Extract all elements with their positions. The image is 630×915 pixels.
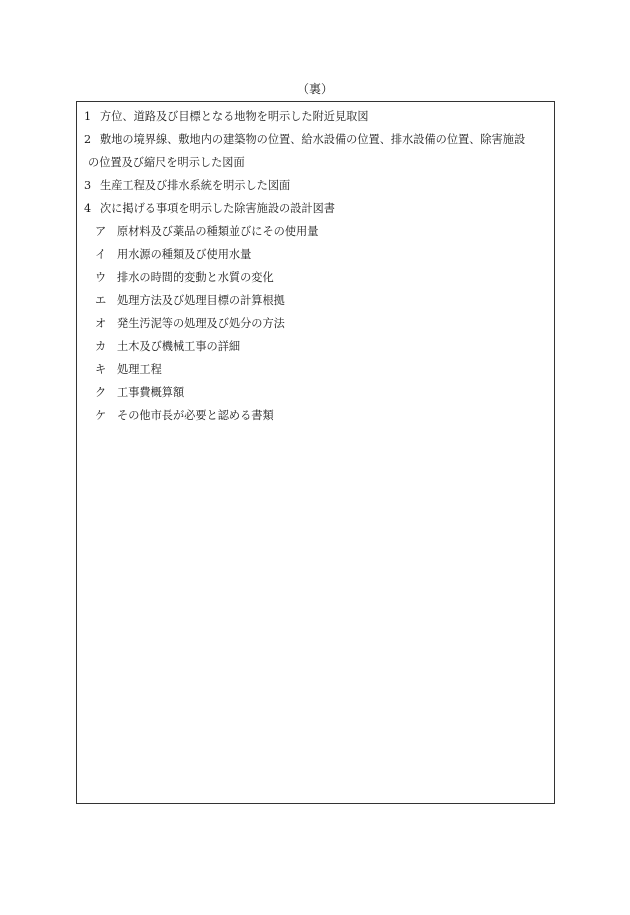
sub-item-marker: エ [95, 294, 107, 307]
item-text: 次に掲げる事項を明示した除害施設の設計図書 [100, 202, 335, 215]
sub-item-text: 処理方法及び処理目標の計算根拠 [117, 294, 285, 307]
sub-item [77, 404, 554, 427]
sub-item-marker: ケ [95, 409, 107, 422]
item-number: 3 [84, 179, 92, 192]
sub-item [77, 381, 554, 404]
item-text: 生産工程及び排水系統を明示した図面 [100, 179, 291, 192]
sub-item-text: その他市長が必要と認める書類 [117, 409, 274, 422]
sub-item-marker: カ [95, 340, 107, 353]
sub-item-marker: イ [95, 248, 107, 261]
sub-item [77, 335, 554, 358]
sub-item-text: 原材料及び薬品の種類並びにその使用量 [117, 225, 319, 238]
sub-item-text: 発生汚泥等の処理及び処分の方法 [117, 317, 285, 330]
item-number: 2 [84, 133, 92, 146]
list-item [77, 174, 554, 197]
item-text: 方位、道路及び目標となる地物を明示した附近見取図 [100, 110, 369, 123]
page-title: （裏） [296, 82, 333, 96]
sub-item-text: 用水源の種類及び使用水量 [117, 248, 252, 261]
sub-item-text: 処理工程 [117, 363, 162, 376]
item-number: 4 [84, 202, 92, 215]
sub-item-marker: ウ [95, 271, 107, 284]
sub-item [77, 243, 554, 266]
sub-item-marker: ク [95, 386, 107, 399]
list-item [77, 105, 554, 128]
document-frame [76, 101, 555, 804]
sub-item-text: 土木及び機械工事の詳細 [117, 340, 241, 353]
sub-item [77, 312, 554, 335]
list-item [77, 128, 554, 151]
sub-item-marker: オ [95, 317, 107, 330]
item-text-continued: の位置及び縮尺を明示した図面 [88, 156, 245, 169]
list-item-continuation [77, 151, 554, 174]
sub-item [77, 220, 554, 243]
sub-item-marker: ア [95, 225, 107, 238]
item-text: 敷地の境界線、敷地内の建築物の位置、給水設備の位置、排水設備の位置、除害施設 [100, 133, 526, 146]
sub-item [77, 266, 554, 289]
sub-item-marker: キ [95, 363, 107, 376]
sub-item [77, 289, 554, 312]
sub-item-text: 工事費概算額 [117, 386, 185, 399]
list-item [77, 197, 554, 220]
item-number: 1 [84, 110, 92, 123]
sub-item-text: 排水の時間的変動と水質の変化 [117, 271, 274, 284]
sub-item [77, 358, 554, 381]
